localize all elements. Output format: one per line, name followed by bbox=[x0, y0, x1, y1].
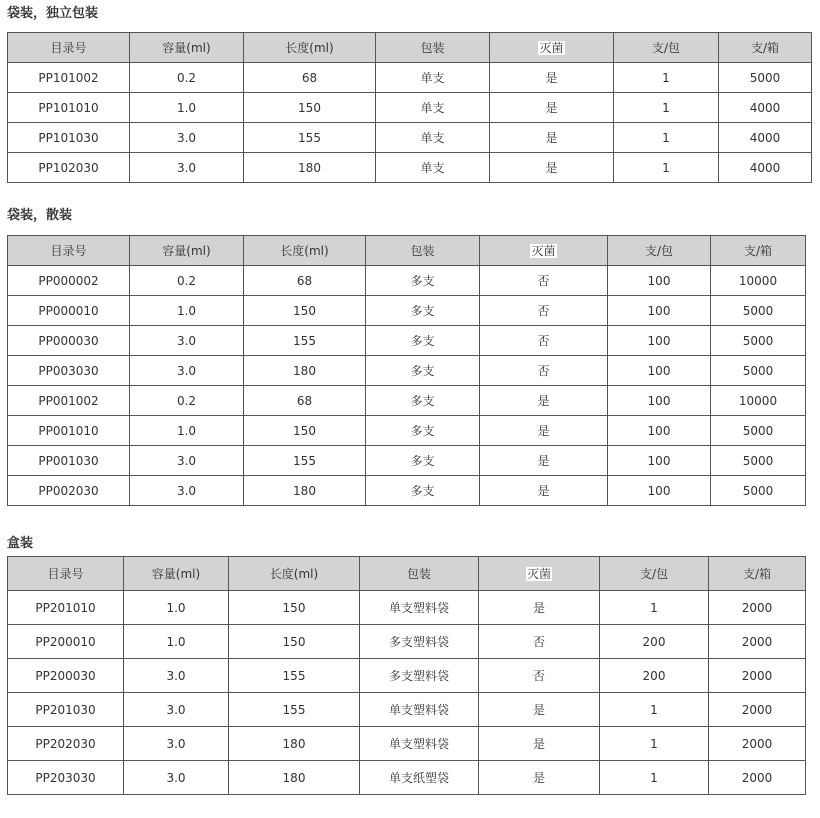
table-row bbox=[8, 761, 806, 795]
table-row bbox=[8, 446, 806, 476]
cell-per-case: 5000 bbox=[711, 326, 806, 356]
table-row bbox=[8, 693, 806, 727]
cell-length: 180 bbox=[229, 727, 360, 761]
cell-per-pack: 100 bbox=[608, 416, 711, 446]
cell-length: 68 bbox=[244, 266, 366, 296]
cell-per-pack: 1 bbox=[614, 93, 719, 123]
cell-length: 180 bbox=[244, 476, 366, 506]
cell-catalog-no: PP202030 bbox=[8, 727, 124, 761]
cell-per-case: 2000 bbox=[709, 659, 806, 693]
section-title-individual-bag: 袋装，独立包装 bbox=[7, 6, 99, 21]
cell-length: 68 bbox=[244, 63, 376, 93]
cell-per-case: 2000 bbox=[709, 727, 806, 761]
cell-per-case: 2000 bbox=[709, 625, 806, 659]
cell-packaging: 单支 bbox=[376, 63, 490, 93]
cell-length: 150 bbox=[229, 591, 360, 625]
table-row bbox=[8, 591, 806, 625]
cell-packaging: 多支 bbox=[366, 446, 480, 476]
cell-length: 150 bbox=[244, 416, 366, 446]
cell-sterile: 是 bbox=[479, 727, 600, 761]
cell-sterile: 否 bbox=[480, 296, 608, 326]
header-volume: 容量(ml) bbox=[130, 33, 244, 63]
cell-per-pack: 200 bbox=[600, 659, 709, 693]
cell-volume: 0.2 bbox=[130, 63, 244, 93]
cell-length: 155 bbox=[244, 446, 366, 476]
cell-sterile: 是 bbox=[490, 93, 614, 123]
cell-catalog-no: PP000010 bbox=[8, 296, 130, 326]
cell-packaging: 多支塑料袋 bbox=[360, 625, 479, 659]
cell-volume: 3.0 bbox=[130, 476, 244, 506]
cell-packaging: 单支 bbox=[376, 93, 490, 123]
cell-sterile: 是 bbox=[490, 153, 614, 183]
cell-per-pack: 100 bbox=[608, 266, 711, 296]
cell-packaging: 单支塑料袋 bbox=[360, 693, 479, 727]
cell-catalog-no: PP200030 bbox=[8, 659, 124, 693]
table-row bbox=[8, 659, 806, 693]
table-row bbox=[8, 296, 806, 326]
header-packaging: 包装 bbox=[366, 236, 480, 266]
table-row bbox=[8, 416, 806, 446]
cell-packaging: 单支 bbox=[376, 153, 490, 183]
table-header-row bbox=[8, 557, 806, 591]
cell-volume: 3.0 bbox=[130, 326, 244, 356]
cell-per-case: 5000 bbox=[711, 356, 806, 386]
cell-length: 180 bbox=[244, 153, 376, 183]
section-title-box: 盒装 bbox=[7, 536, 34, 551]
cell-sterile: 是 bbox=[479, 761, 600, 795]
cell-sterile: 是 bbox=[480, 446, 608, 476]
cell-per-case: 5000 bbox=[711, 416, 806, 446]
cell-packaging: 多支 bbox=[366, 296, 480, 326]
cell-volume: 3.0 bbox=[124, 727, 229, 761]
cell-sterile: 是 bbox=[480, 386, 608, 416]
header-per-pack: 支/包 bbox=[608, 236, 711, 266]
cell-length: 68 bbox=[244, 386, 366, 416]
cell-catalog-no: PP102030 bbox=[8, 153, 130, 183]
cell-sterile: 是 bbox=[479, 693, 600, 727]
header-sterile-label: 灭菌 bbox=[531, 244, 556, 258]
cell-per-case: 4000 bbox=[719, 93, 812, 123]
cell-per-pack: 1 bbox=[600, 693, 709, 727]
header-per-case: 支/箱 bbox=[719, 33, 812, 63]
table-row bbox=[8, 476, 806, 506]
cell-length: 155 bbox=[229, 659, 360, 693]
cell-per-pack: 1 bbox=[600, 761, 709, 795]
table-row bbox=[8, 326, 806, 356]
cell-catalog-no: PP203030 bbox=[8, 761, 124, 795]
cell-catalog-no: PP003030 bbox=[8, 356, 130, 386]
cell-volume: 3.0 bbox=[130, 356, 244, 386]
cell-packaging: 单支 bbox=[376, 123, 490, 153]
section-title-bulk-bag: 袋装，散装 bbox=[7, 208, 73, 223]
cell-per-pack: 100 bbox=[608, 386, 711, 416]
table-row bbox=[8, 356, 806, 386]
header-sterile bbox=[490, 33, 614, 63]
cell-length: 150 bbox=[229, 625, 360, 659]
cell-catalog-no: PP000030 bbox=[8, 326, 130, 356]
cell-volume: 1.0 bbox=[124, 591, 229, 625]
cell-sterile: 是 bbox=[490, 123, 614, 153]
cell-volume: 3.0 bbox=[130, 446, 244, 476]
cell-volume: 3.0 bbox=[130, 123, 244, 153]
cell-per-pack: 100 bbox=[608, 356, 711, 386]
header-sterile-label: 灭菌 bbox=[539, 41, 564, 55]
cell-volume: 1.0 bbox=[130, 93, 244, 123]
header-sterile bbox=[480, 236, 608, 266]
header-catalog-no: 目录号 bbox=[8, 33, 130, 63]
cell-catalog-no: PP001010 bbox=[8, 416, 130, 446]
cell-per-case: 2000 bbox=[709, 591, 806, 625]
header-per-case: 支/箱 bbox=[709, 557, 806, 591]
cell-per-case: 4000 bbox=[719, 153, 812, 183]
header-catalog-no: 目录号 bbox=[8, 557, 124, 591]
cell-catalog-no: PP101030 bbox=[8, 123, 130, 153]
cell-length: 155 bbox=[229, 693, 360, 727]
cell-per-pack: 1 bbox=[614, 63, 719, 93]
cell-catalog-no: PP000002 bbox=[8, 266, 130, 296]
cell-length: 180 bbox=[244, 356, 366, 386]
product-table-box bbox=[7, 556, 806, 795]
header-length: 长度(ml) bbox=[229, 557, 360, 591]
cell-packaging: 多支 bbox=[366, 386, 480, 416]
cell-sterile: 是 bbox=[479, 591, 600, 625]
cell-sterile: 否 bbox=[480, 266, 608, 296]
cell-length: 150 bbox=[244, 93, 376, 123]
header-length: 长度(ml) bbox=[244, 236, 366, 266]
cell-catalog-no: PP101002 bbox=[8, 63, 130, 93]
table-row bbox=[8, 153, 812, 183]
cell-catalog-no: PP002030 bbox=[8, 476, 130, 506]
cell-catalog-no: PP001030 bbox=[8, 446, 130, 476]
cell-sterile: 是 bbox=[480, 476, 608, 506]
cell-packaging: 多支塑料袋 bbox=[360, 659, 479, 693]
cell-per-pack: 100 bbox=[608, 446, 711, 476]
cell-per-case: 2000 bbox=[709, 761, 806, 795]
cell-volume: 3.0 bbox=[124, 659, 229, 693]
header-catalog-no: 目录号 bbox=[8, 236, 130, 266]
cell-per-case: 5000 bbox=[719, 63, 812, 93]
cell-length: 180 bbox=[229, 761, 360, 795]
table-row bbox=[8, 386, 806, 416]
header-volume: 容量(ml) bbox=[130, 236, 244, 266]
cell-sterile: 是 bbox=[480, 416, 608, 446]
cell-volume: 0.2 bbox=[130, 386, 244, 416]
cell-per-case: 5000 bbox=[711, 296, 806, 326]
cell-per-pack: 1 bbox=[614, 123, 719, 153]
header-per-pack: 支/包 bbox=[614, 33, 719, 63]
header-per-pack: 支/包 bbox=[600, 557, 709, 591]
cell-per-case: 10000 bbox=[711, 266, 806, 296]
product-table-bulk-bag bbox=[7, 235, 806, 506]
cell-packaging: 单支塑料袋 bbox=[360, 591, 479, 625]
header-per-case: 支/箱 bbox=[711, 236, 806, 266]
table-row bbox=[8, 123, 812, 153]
cell-packaging: 多支 bbox=[366, 356, 480, 386]
cell-sterile: 否 bbox=[480, 326, 608, 356]
cell-per-case: 5000 bbox=[711, 446, 806, 476]
cell-volume: 3.0 bbox=[130, 153, 244, 183]
cell-volume: 0.2 bbox=[130, 266, 244, 296]
header-sterile bbox=[479, 557, 600, 591]
table-header-row bbox=[8, 33, 812, 63]
header-packaging: 包装 bbox=[360, 557, 479, 591]
cell-volume: 3.0 bbox=[124, 693, 229, 727]
cell-volume: 3.0 bbox=[124, 761, 229, 795]
cell-per-pack: 100 bbox=[608, 326, 711, 356]
cell-per-case: 4000 bbox=[719, 123, 812, 153]
cell-length: 150 bbox=[244, 296, 366, 326]
cell-per-pack: 200 bbox=[600, 625, 709, 659]
cell-catalog-no: PP201010 bbox=[8, 591, 124, 625]
cell-packaging: 多支 bbox=[366, 266, 480, 296]
cell-per-pack: 100 bbox=[608, 476, 711, 506]
header-length: 长度(ml) bbox=[244, 33, 376, 63]
cell-packaging: 单支纸塑袋 bbox=[360, 761, 479, 795]
cell-sterile: 否 bbox=[479, 659, 600, 693]
table-row bbox=[8, 727, 806, 761]
header-volume: 容量(ml) bbox=[124, 557, 229, 591]
cell-per-pack: 100 bbox=[608, 296, 711, 326]
cell-length: 155 bbox=[244, 326, 366, 356]
cell-sterile: 否 bbox=[480, 356, 608, 386]
cell-volume: 1.0 bbox=[130, 416, 244, 446]
cell-per-case: 10000 bbox=[711, 386, 806, 416]
cell-per-case: 2000 bbox=[709, 693, 806, 727]
cell-packaging: 多支 bbox=[366, 326, 480, 356]
cell-catalog-no: PP201030 bbox=[8, 693, 124, 727]
table-row bbox=[8, 63, 812, 93]
product-table-individual-bag bbox=[7, 32, 812, 183]
table-row bbox=[8, 93, 812, 123]
header-packaging: 包装 bbox=[376, 33, 490, 63]
cell-catalog-no: PP001002 bbox=[8, 386, 130, 416]
cell-volume: 1.0 bbox=[124, 625, 229, 659]
cell-volume: 1.0 bbox=[130, 296, 244, 326]
cell-catalog-no: PP101010 bbox=[8, 93, 130, 123]
table-header-row bbox=[8, 236, 806, 266]
cell-packaging: 多支 bbox=[366, 476, 480, 506]
cell-per-pack: 1 bbox=[600, 591, 709, 625]
cell-per-pack: 1 bbox=[614, 153, 719, 183]
cell-sterile: 否 bbox=[479, 625, 600, 659]
table-row bbox=[8, 266, 806, 296]
cell-sterile: 是 bbox=[490, 63, 614, 93]
cell-length: 155 bbox=[244, 123, 376, 153]
cell-packaging: 多支 bbox=[366, 416, 480, 446]
cell-packaging: 单支塑料袋 bbox=[360, 727, 479, 761]
header-sterile-label: 灭菌 bbox=[526, 567, 551, 581]
table-row bbox=[8, 625, 806, 659]
cell-catalog-no: PP200010 bbox=[8, 625, 124, 659]
cell-per-case: 5000 bbox=[711, 476, 806, 506]
cell-per-pack: 1 bbox=[600, 727, 709, 761]
